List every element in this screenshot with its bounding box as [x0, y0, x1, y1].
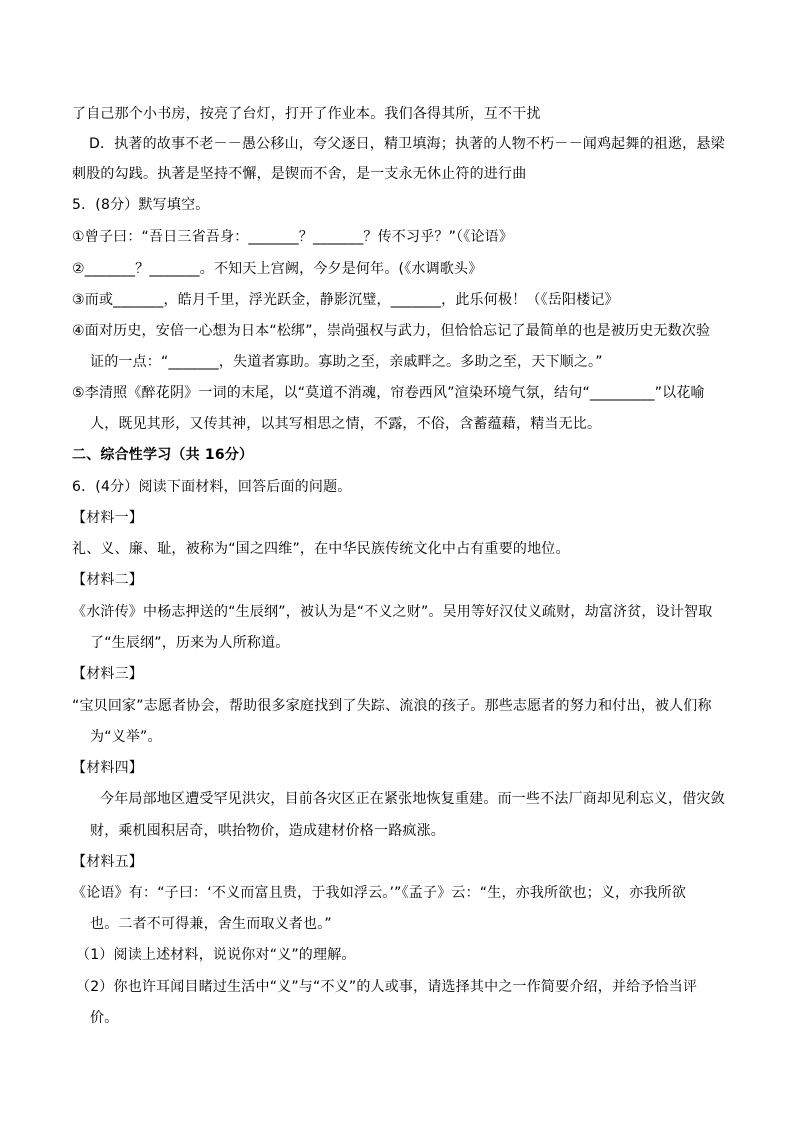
material-3-label: 【材料三】	[72, 666, 143, 682]
fill-blank-item-1: ①曾子曰：“吾日三省吾身：_______？_______？传不习乎？”（《论语》	[72, 229, 514, 245]
fill-blank-item-2: ②_______？_______。不知天上宫阙，今夕是何年。(《水调歌头》	[72, 261, 483, 277]
material-5-text-cont: 也。二者不可得兼，舍生而取义者也。”	[90, 916, 332, 932]
question-5-heading: 5．(8分）默写填空。	[72, 197, 210, 213]
material-4-text-cont: 财，乘机囤积居奇，哄抬物价，造成建材价格一路疯涨。	[90, 823, 445, 839]
material-2-label: 【材料二】	[72, 572, 143, 588]
material-5-text: 《论语》有：“子曰：‘不义而富且贵，于我如浮云。’”《孟子》云：“生，亦我所欲也；义，亦我所欲	[72, 885, 687, 901]
material-1-text: 礼、义、廉、耻，被称为“国之四维”，在中华民族传统文化中占有重要的地位。	[72, 541, 570, 557]
material-3-text-cont: 为“义举”。	[90, 729, 162, 745]
sub-question-2: （2）你也许耳闻目睹过生活中“义”与“不义”的人或事，请选择其中之一作简要介绍，并给予恰当评	[76, 979, 698, 995]
material-1-label: 【材料一】	[72, 510, 143, 526]
section-2-heading: 二、综合性学习（共 16分）	[72, 447, 254, 463]
material-2-text: 《水浒传》中杨志押送的“生辰纲”，被认为是“不义之财”。吴用等好汉仗义疏财，劫富济贫，设计智取	[72, 604, 713, 620]
material-2-text-cont: 了“生辰纲”，历来为人所称道。	[90, 635, 290, 651]
material-4-text: 今年局部地区遭受罕见洪灾，目前各灾区正在紧张地恢复重建。而一些不法厂商却见利忘义，借灾敛	[100, 791, 725, 807]
option-d-line: D．执著的故事不老－－愚公移山，夸父逐日，精卫填海；执著的人物不朽－－闻鸡起舞的祖逖，悬梁	[89, 136, 725, 152]
material-4-label: 【材料四】	[72, 760, 143, 776]
sub-question-2-cont: 价。	[90, 1010, 119, 1026]
material-3-text: “宝贝回家”志愿者协会，帮助很多家庭找到了失踪、流浪的孩子。那些志愿者的努力和付出，被人们称	[72, 698, 712, 714]
text-line: 刺股的勾践。执著是坚持不懈，是锲而不舍，是一支永无休止符的进行曲	[72, 166, 527, 182]
fill-blank-item-4: ④面对历史，安倍一心想为日本“松绑”，崇尚强权与武力，但恰恰忘记了最简单的也是被历史无数次验	[72, 323, 711, 339]
material-5-label: 【材料五】	[72, 854, 143, 870]
fill-blank-item-5-cont: 人，既见其形，又传其神，以其写相思之情，不露，不俗，含蓄蕴藉，精当无比。	[90, 416, 602, 432]
fill-blank-item-4-cont: 证的一点：“_______，失道者寡助。寡助之至，亲戚畔之。多助之至，天下顺之。”	[90, 354, 603, 370]
question-6-heading: 6．(4分）阅读下面材料，回答后面的问题。	[72, 479, 352, 495]
fill-blank-item-5: ⑤李清照《醉花阴》一词的末尾，以“莫道不消魂，帘卷西风”渲染环境气氛，结句“_________”以花喻	[72, 385, 705, 401]
fill-blank-item-3: ③而或_______，皓月千里，浮光跃金，静影沉璧，_______，此乐何极！（《岳阳楼记》	[72, 292, 619, 308]
text-line: 了自己那个小书房，按亮了台灯，打开了作业本。我们各得其所，互不干扰	[72, 106, 541, 122]
sub-question-1: （1）阅读上述材料，说说你对“义”的理解。	[76, 947, 356, 963]
